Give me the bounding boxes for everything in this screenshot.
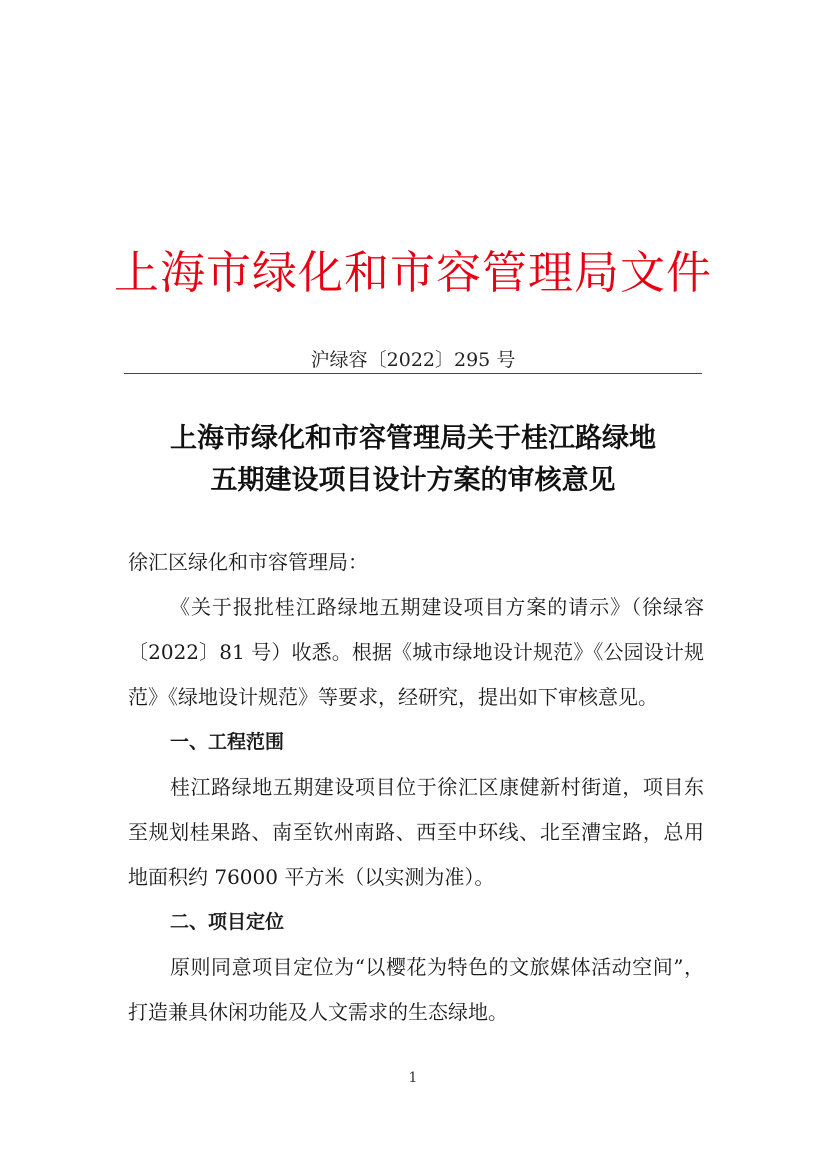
intro-paragraph: 《关于报批桂江路绿地五期建设项目方案的请示》（徐绿容〔2022〕81 号）收悉。根据《城市绿地设计规范》《公园设计规范》《绿地设计规范》等要求，经研究，提出如下审核意见。	[128, 595, 704, 709]
document-number: 沪绿容〔2022〕295 号	[310, 349, 516, 371]
issuer-header: 上海市绿化和市容管理局文件	[113, 246, 712, 299]
red-divider	[124, 373, 702, 374]
document-title	[110, 418, 716, 502]
title-line-2: 五期建设项目设计方案的审核意见	[210, 465, 616, 496]
page-number: 1	[408, 1070, 418, 1086]
section-paragraph: 原则同意项目定位为“以樱花为特色的文旅媒体活动空间”，打造兼具休闲功能及人文需求的生态绿地。	[128, 955, 704, 1024]
section-heading: 二、项目定位	[170, 911, 285, 933]
title-line-1: 上海市绿化和市容管理局关于桂江路绿地	[170, 423, 656, 454]
salutation: 徐汇区绿化和市容管理局：	[128, 550, 368, 574]
section-heading: 一、工程范围	[170, 731, 285, 753]
section-paragraph: 桂江路绿地五期建设项目位于徐汇区康健新村街道，项目东至规划桂果路、南至钦州南路、西至中环线、北至漕宝路，总用地面积约 76000 平方米（以实测为准）。	[128, 775, 704, 889]
document-body	[128, 540, 704, 1035]
